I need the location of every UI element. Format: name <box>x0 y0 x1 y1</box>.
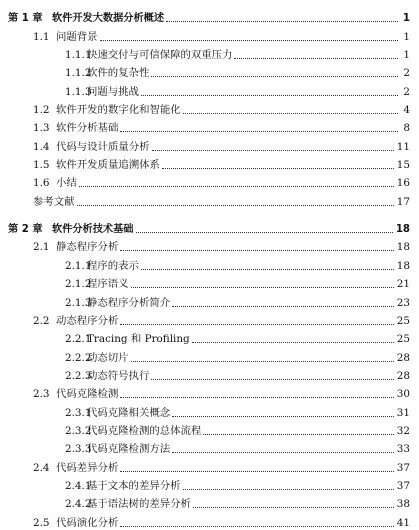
toc-entry-title: 软件开发的数字化和智能化 <box>56 104 181 117</box>
toc-entry-title: 动态符号执行 <box>87 369 150 382</box>
toc-entry-number: 1.1.1 <box>65 49 92 62</box>
dot-leader <box>141 269 394 270</box>
toc-entry-title: 问题背景 <box>56 30 98 43</box>
toc-entry-page-number: 25 <box>396 333 410 346</box>
dot-leader <box>120 397 393 398</box>
toc-entry-number: 第 1 章 <box>8 13 43 25</box>
toc-entry-number: 2.5 <box>33 516 50 529</box>
toc-entry-number: 2.2 <box>33 314 50 327</box>
toc-entry-title: 软件开发质量追溯体系 <box>56 159 160 172</box>
toc-subsection-entry[interactable] <box>0 475 419 493</box>
dot-leader <box>152 150 394 151</box>
toc-entry-title: 静态程序分析简介 <box>87 296 171 309</box>
toc-entry-number: 1.4 <box>33 140 50 153</box>
toc-entry-number: 2.4 <box>33 461 50 474</box>
dot-leader <box>141 95 398 96</box>
dot-leader <box>166 21 398 22</box>
toc-entry-page-number: 2 <box>403 85 410 98</box>
toc-entry-title: 代码克隆检测方法 <box>87 443 171 456</box>
toc-entry-page-number: 2 <box>403 67 410 80</box>
dot-leader <box>120 526 393 527</box>
toc-subsection-entry[interactable] <box>0 273 419 291</box>
toc-entry-page-number: 25 <box>396 314 410 327</box>
toc-entry-page-number: 16 <box>396 177 410 190</box>
toc-entry-title: 快速交付与可信保障的双重压力 <box>87 49 233 62</box>
toc-entry-number: 2.3.2 <box>65 424 92 437</box>
toc-entry-title: 代码克隆检测 <box>56 388 119 401</box>
toc-entry-title: 问题与挑战 <box>87 85 139 98</box>
toc-entry-number: 1.6 <box>33 177 50 190</box>
toc-entry-number: 1.1 <box>33 30 50 43</box>
toc-entry-page-number: 37 <box>396 479 410 492</box>
toc-entry-page-number: 30 <box>396 388 410 401</box>
toc-entry-page-number: 18 <box>395 224 410 236</box>
dot-leader <box>79 186 394 187</box>
table-of-contents <box>0 7 419 530</box>
toc-subsection-entry[interactable] <box>0 493 419 511</box>
toc-entry-page-number: 23 <box>396 296 410 309</box>
toc-entry-title: 软件开发大数据分析概述 <box>52 13 165 25</box>
toc-entry-title: 小结 <box>56 177 77 190</box>
toc-entry-number: 2.2.2 <box>65 351 92 364</box>
toc-section-entry[interactable] <box>0 117 419 135</box>
toc-entry-page-number: 1 <box>403 30 410 43</box>
dot-leader <box>162 168 394 169</box>
dot-leader <box>120 471 393 472</box>
dot-leader <box>192 342 394 343</box>
toc-entry-number: 2.3 <box>33 388 50 401</box>
toc-references-entry[interactable] <box>0 190 419 208</box>
toc-entry-title: 基于文本的差异分析 <box>87 479 181 492</box>
toc-entry-number: 2.1 <box>33 241 50 254</box>
toc-entry-title: Tracing 和 Profiling <box>87 333 190 346</box>
toc-entry-page-number: 31 <box>396 406 410 419</box>
toc-entry-page-number: 18 <box>396 259 410 272</box>
toc-entry-number: 1.1.3 <box>65 85 92 98</box>
toc-entry-title: 软件分析基础 <box>56 122 119 135</box>
toc-entry-number: 2.4.1 <box>65 479 92 492</box>
toc-entry-title: 静态程序分析 <box>56 241 119 254</box>
dot-leader <box>136 232 393 233</box>
toc-subsection-entry[interactable] <box>0 328 419 346</box>
toc-entry-number: 2.1.3 <box>65 296 92 309</box>
toc-subsection-entry[interactable] <box>0 420 419 438</box>
toc-entry-number: 2.4.2 <box>65 498 92 511</box>
toc-entry-page-number: 17 <box>396 195 410 208</box>
toc-chapter-entry[interactable] <box>0 218 419 236</box>
dot-leader <box>131 287 394 288</box>
toc-entry-page-number: 8 <box>403 122 410 135</box>
toc-entry-number: 第 2 章 <box>8 224 43 236</box>
toc-subsection-entry[interactable] <box>0 62 419 80</box>
toc-entry-title: 动态程序分析 <box>56 314 119 327</box>
toc-section-entry[interactable] <box>0 456 419 474</box>
dot-leader <box>151 76 398 77</box>
toc-entry-title: 软件的复杂性 <box>87 67 150 80</box>
toc-entry-number: 2.2.3 <box>65 369 92 382</box>
toc-entry-number: 2.2.1 <box>65 333 92 346</box>
toc-entry-page-number: 1 <box>402 13 410 25</box>
toc-entry-number: 2.3.1 <box>65 406 92 419</box>
toc-entry-title: 代码与设计质量分析 <box>56 140 150 153</box>
toc-chapter-entry[interactable] <box>0 7 419 25</box>
toc-section-entry[interactable] <box>0 135 419 153</box>
toc-section-entry[interactable] <box>0 310 419 328</box>
toc-section-entry[interactable] <box>0 154 419 172</box>
toc-entry-number: 1.3 <box>33 122 50 135</box>
dot-leader <box>203 434 393 435</box>
dot-leader <box>120 250 393 251</box>
toc-entry-page-number: 11 <box>396 140 410 153</box>
toc-entry-page-number: 15 <box>396 159 410 172</box>
toc-entry-title: 代码演化分析 <box>56 516 119 529</box>
toc-subsection-entry[interactable] <box>0 44 419 62</box>
toc-subsection-entry[interactable] <box>0 254 419 272</box>
toc-subsection-entry[interactable] <box>0 346 419 364</box>
dot-leader <box>183 113 398 114</box>
chapter-gap <box>0 209 419 218</box>
toc-subsection-entry[interactable] <box>0 365 419 383</box>
toc-entry-number: 2.1.1 <box>65 259 92 272</box>
toc-subsection-entry[interactable] <box>0 438 419 456</box>
toc-section-entry[interactable] <box>0 511 419 529</box>
toc-entry-title: 程序语义 <box>87 278 129 291</box>
toc-subsection-entry[interactable] <box>0 80 419 98</box>
toc-section-entry[interactable] <box>0 236 419 254</box>
toc-entry-title: 软件分析技术基础 <box>52 224 134 236</box>
dot-leader <box>120 324 393 325</box>
toc-entry-page-number: 32 <box>396 424 410 437</box>
dot-leader <box>172 452 394 453</box>
toc-section-entry[interactable] <box>0 25 419 43</box>
toc-section-entry[interactable] <box>0 383 419 401</box>
toc-entry-page-number: 1 <box>403 49 410 62</box>
toc-entry-page-number: 18 <box>396 241 410 254</box>
toc-entry-title: 代码克隆相关概念 <box>87 406 171 419</box>
dot-leader <box>234 58 398 59</box>
dot-leader <box>151 379 393 380</box>
toc-entry-page-number: 37 <box>396 461 410 474</box>
toc-subsection-entry[interactable] <box>0 401 419 419</box>
toc-entry-page-number: 33 <box>396 443 410 456</box>
toc-entry-number: 2.3.3 <box>65 443 92 456</box>
toc-section-entry[interactable] <box>0 99 419 117</box>
toc-subsection-entry[interactable] <box>0 291 419 309</box>
toc-entry-number: 1.5 <box>33 159 50 172</box>
toc-entry-title: 代码差异分析 <box>56 461 119 474</box>
dot-leader <box>131 361 394 362</box>
dot-leader <box>77 205 394 206</box>
dot-leader <box>183 489 394 490</box>
toc-entry-number: 1.2 <box>33 104 50 117</box>
dot-leader <box>193 507 394 508</box>
toc-entry-number: 1.1.2 <box>65 67 92 80</box>
toc-entry-page-number: 41 <box>396 516 410 529</box>
dot-leader <box>120 131 398 132</box>
toc-entry-number: 2.1.2 <box>65 278 92 291</box>
toc-entry-page-number: 28 <box>396 351 410 364</box>
toc-entry-title: 程序的表示 <box>87 259 139 272</box>
toc-entry-page-number: 21 <box>396 278 410 291</box>
toc-entry-title: 代码克隆检测的总体流程 <box>87 424 202 437</box>
dot-leader <box>100 40 398 41</box>
toc-entry-page-number: 28 <box>396 369 410 382</box>
toc-entry-page-number: 38 <box>396 498 410 511</box>
toc-entry-title: 动态切片 <box>87 351 129 364</box>
dot-leader <box>172 416 394 417</box>
toc-entry-title: 参考文献 <box>33 195 75 208</box>
dot-leader <box>172 306 394 307</box>
toc-entry-title: 基于语法树的差异分析 <box>87 498 191 511</box>
toc-entry-page-number: 4 <box>403 104 410 117</box>
toc-section-entry[interactable] <box>0 172 419 190</box>
